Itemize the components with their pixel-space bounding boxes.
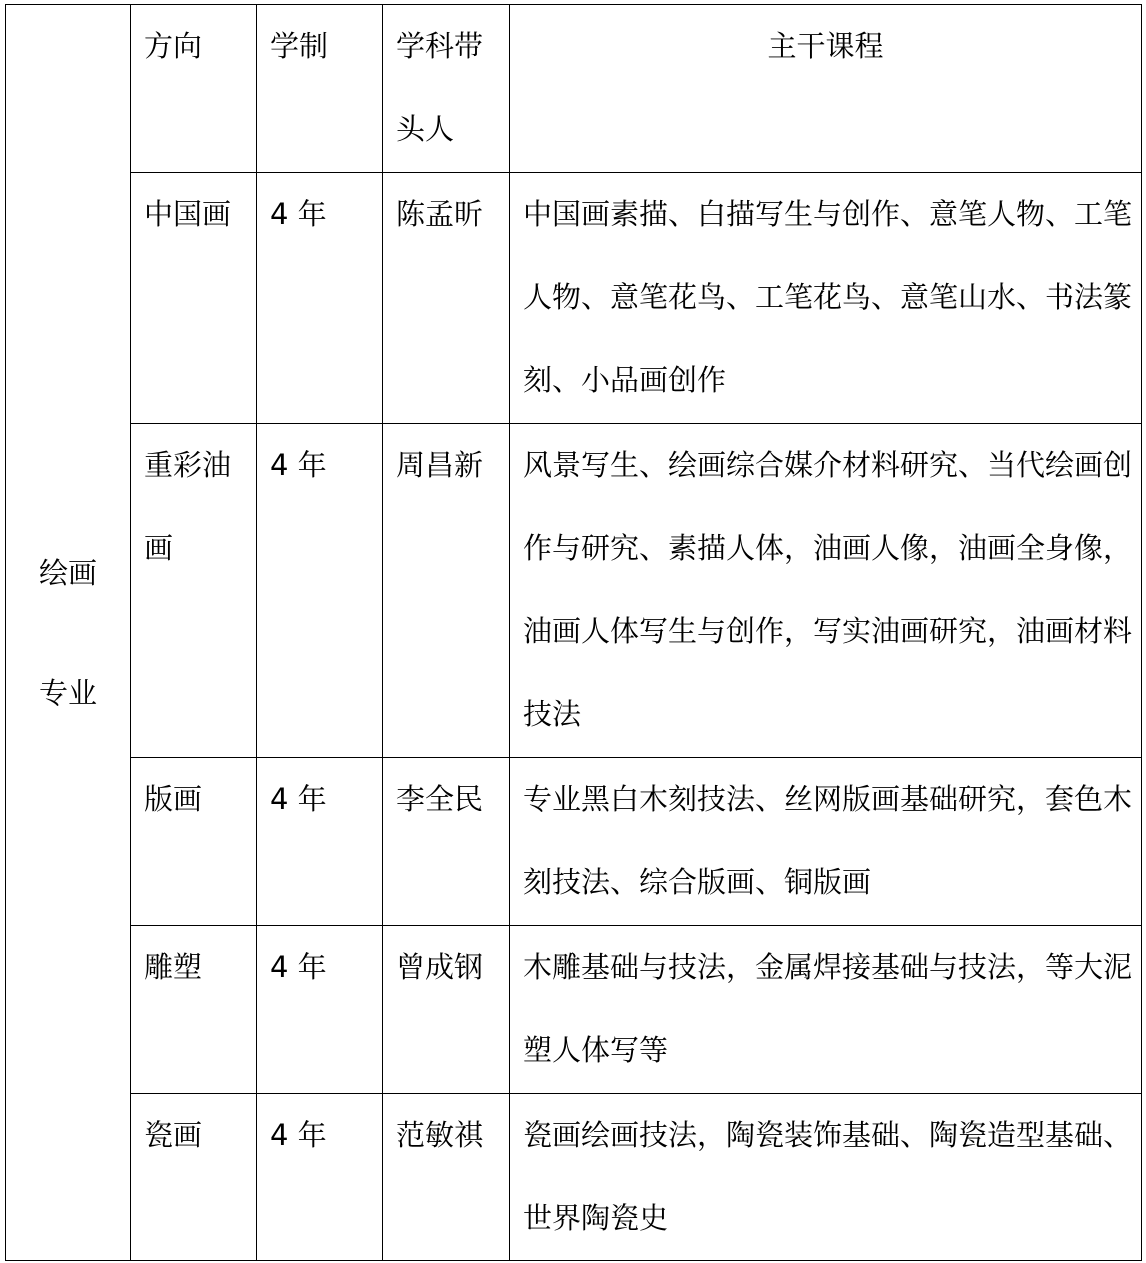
header-row [6,5,1142,173]
table-row [6,926,1142,1094]
major-name-line2: 专业 [38,675,97,710]
table-row [6,758,1142,926]
table-row [6,424,1142,758]
table-row [6,173,1142,424]
courses-cell: 专业黑白木刻技法、丝网版画基础研究，套色木刻技法、综合版画、铜版画 [510,758,1142,926]
duration-cell: 4 年 [257,758,383,926]
leader-cell: 李全民 [383,758,510,926]
courses-cell: 风景写生、绘画综合媒介材料研究、当代绘画创作与研究、素描人体，油画人像，油画全身像，油画人体写生与创作，写实油画研究，油画材料技法 [510,424,1142,758]
direction-cell: 版画 [131,758,257,926]
header-duration: 学制 [257,5,383,173]
header-courses: 主干课程 [510,5,1142,173]
leader-cell: 范敏祺 [383,1094,510,1261]
leader-cell: 周昌新 [383,424,510,758]
leader-cell: 曾成钢 [383,926,510,1094]
courses-cell: 木雕基础与技法，金属焊接基础与技法，等大泥塑人体写等 [510,926,1142,1094]
courses-cell: 中国画素描、白描写生与创作、意笔人物、工笔人物、意笔花鸟、工笔花鸟、意笔山水、书法篆刻、小品画创作 [510,173,1142,424]
major-name-line1: 绘画 [38,555,97,590]
leader-cell: 陈孟昕 [383,173,510,424]
courses-cell: 瓷画绘画技法，陶瓷装饰基础、陶瓷造型基础、世界陶瓷史 [510,1094,1142,1261]
table-row [6,1094,1142,1261]
direction-cell: 重彩油画 [131,424,257,758]
direction-cell: 雕塑 [131,926,257,1094]
duration-cell: 4 年 [257,926,383,1094]
header-direction: 方向 [131,5,257,173]
duration-cell: 4 年 [257,424,383,758]
curriculum-table [5,4,1142,1261]
direction-cell: 瓷画 [131,1094,257,1261]
duration-cell: 4 年 [257,173,383,424]
header-leader: 学科带头人 [383,5,510,173]
direction-cell: 中国画 [131,173,257,424]
major-cell [6,5,131,1261]
duration-cell: 4 年 [257,1094,383,1261]
